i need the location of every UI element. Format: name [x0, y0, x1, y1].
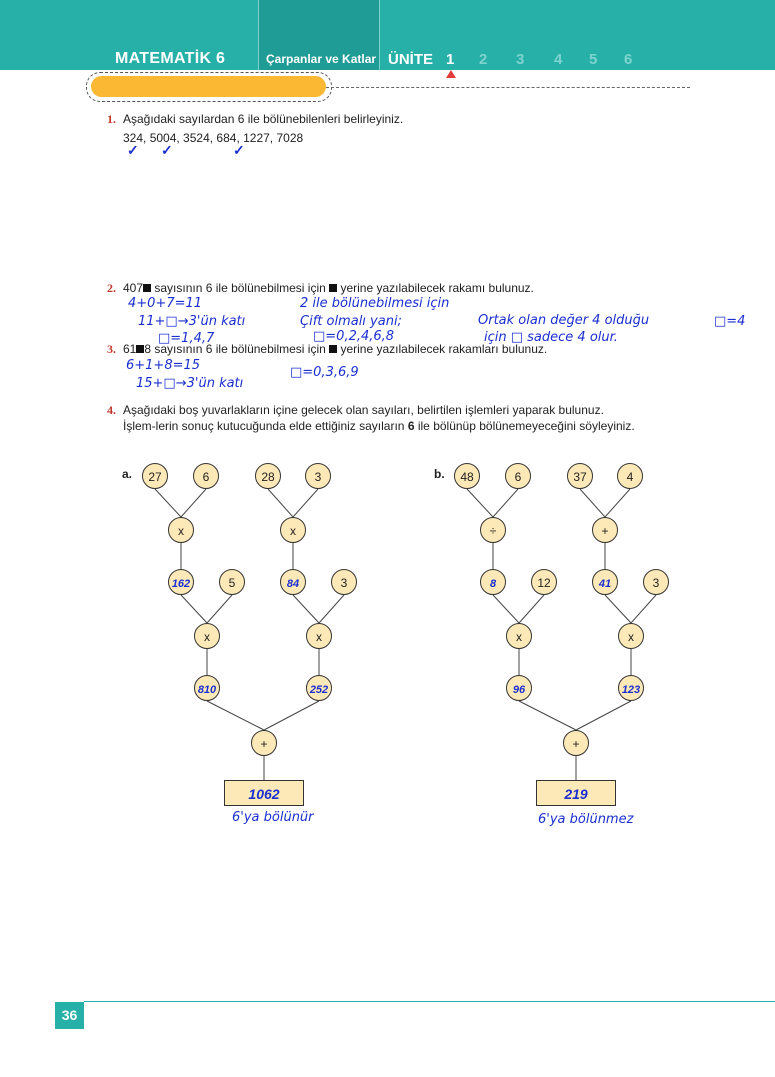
operation-node: x — [168, 517, 194, 543]
part-a-label: a. — [122, 467, 133, 481]
handwritten-answer: 11+□→3'ün katı — [138, 314, 246, 329]
answer-node: 96 — [506, 675, 532, 701]
handwritten-answer: 2 ile bölünebilmesi için — [300, 296, 450, 311]
handwritten-answer: □=4 — [714, 314, 746, 329]
result-box: 1062 — [224, 780, 304, 806]
unit-number-1: 1 — [446, 51, 455, 68]
tree-node: 28 — [255, 463, 281, 489]
tree-node: 6 — [193, 463, 219, 489]
footer-line — [84, 1001, 775, 1002]
tree-node: 37 — [567, 463, 593, 489]
answer-node: 41 — [592, 569, 618, 595]
question-3-number: 3. — [107, 342, 116, 356]
tree-node: 48 — [454, 463, 480, 489]
check-mark-icon: ✓ — [233, 142, 245, 158]
unit-number-6: 6 — [624, 51, 633, 68]
handwritten-answer: □=1,4,7 — [158, 331, 215, 346]
handwritten-answer: Çift olmalı yani; — [300, 314, 402, 329]
operation-node: ÷ — [480, 517, 506, 543]
operation-node: + — [563, 730, 589, 756]
question-1-number: 1. — [107, 112, 116, 126]
unit-number-4: 4 — [554, 51, 563, 68]
answer-node: 162 — [168, 569, 194, 595]
tree-node: 12 — [531, 569, 557, 595]
check-mark-icon: ✓ — [127, 142, 139, 158]
unit-number-3: 3 — [516, 51, 525, 68]
question-4-text-line1: Aşağıdaki boş yuvarlakların içine gelecek olan sayıları, belirtilen işlemleri yaparak bulunuz. — [123, 403, 604, 417]
result-box: 219 — [536, 780, 616, 806]
book-title: MATEMATİK 6 — [115, 50, 226, 67]
part-b-label: b. — [434, 467, 445, 481]
answer-node: 84 — [280, 569, 306, 595]
operation-node: + — [251, 730, 277, 756]
handwritten-answer: □=0,3,6,9 — [290, 365, 359, 380]
tree-node: 6 — [505, 463, 531, 489]
handwritten-answer: 6+1+8=15 — [126, 358, 201, 373]
tree-node: 27 — [142, 463, 168, 489]
unite-label: ÜNİTE — [388, 51, 433, 68]
operation-node: + — [592, 517, 618, 543]
handwritten-note: 6'ya bölünmez — [538, 812, 634, 827]
operation-node: x — [506, 623, 532, 649]
question-4-text-line2: İşlem-lerin sonuç kutucuğunda elde ettiğiniz sayıların 6 ile bölünüp bölünemeyeceğini söyleyiniz. — [123, 419, 635, 433]
operation-node: x — [306, 623, 332, 649]
handwritten-note: 6'ya bölünür — [232, 810, 314, 825]
answer-node: 123 — [618, 675, 644, 701]
answer-node: 8 — [480, 569, 506, 595]
handwritten-answer: Ortak olan değer 4 olduğu — [478, 313, 650, 328]
question-1-text: Aşağıdaki sayılardan 6 ile bölünebilenleri belirleyiniz. — [123, 112, 404, 126]
tree-node: 5 — [219, 569, 245, 595]
handwritten-answer: 4+0+7=11 — [128, 296, 203, 311]
handwritten-answer: □=0,2,4,6,8 — [313, 329, 395, 344]
question-1-numbers: 324, 5004, 3524, 684, 1227, 7028 — [123, 131, 304, 145]
handwritten-answer: 15+□→3'ün katı — [136, 376, 244, 391]
page-number: 36 — [55, 1002, 84, 1029]
tree-node: 3 — [331, 569, 357, 595]
tree-node: 3 — [643, 569, 669, 595]
check-mark-icon: ✓ — [161, 142, 173, 158]
tree-node: 4 — [617, 463, 643, 489]
unit-number-5: 5 — [589, 51, 598, 68]
tree-node: 3 — [305, 463, 331, 489]
operation-node: x — [618, 623, 644, 649]
handwritten-answer: için □ sadece 4 olur. — [484, 330, 618, 345]
answer-node: 252 — [306, 675, 332, 701]
question-2-text: 407 sayısının 6 ile bölünebilmesi için yerine yazılabilecek rakamı bulunuz. — [123, 281, 534, 295]
question-3-text: 61 8 sayısının 6 ile bölünebilmesi için yerine yazılabilecek rakamları bulunuz. — [123, 342, 548, 356]
chapter-title: Çarpanlar ve Katlar — [266, 52, 377, 66]
answer-node: 810 — [194, 675, 220, 701]
operation-node: x — [194, 623, 220, 649]
unit-number-2: 2 — [479, 51, 488, 68]
question-2-number: 2. — [107, 281, 116, 295]
question-4-number: 4. — [107, 403, 116, 417]
operation-node: x — [280, 517, 306, 543]
